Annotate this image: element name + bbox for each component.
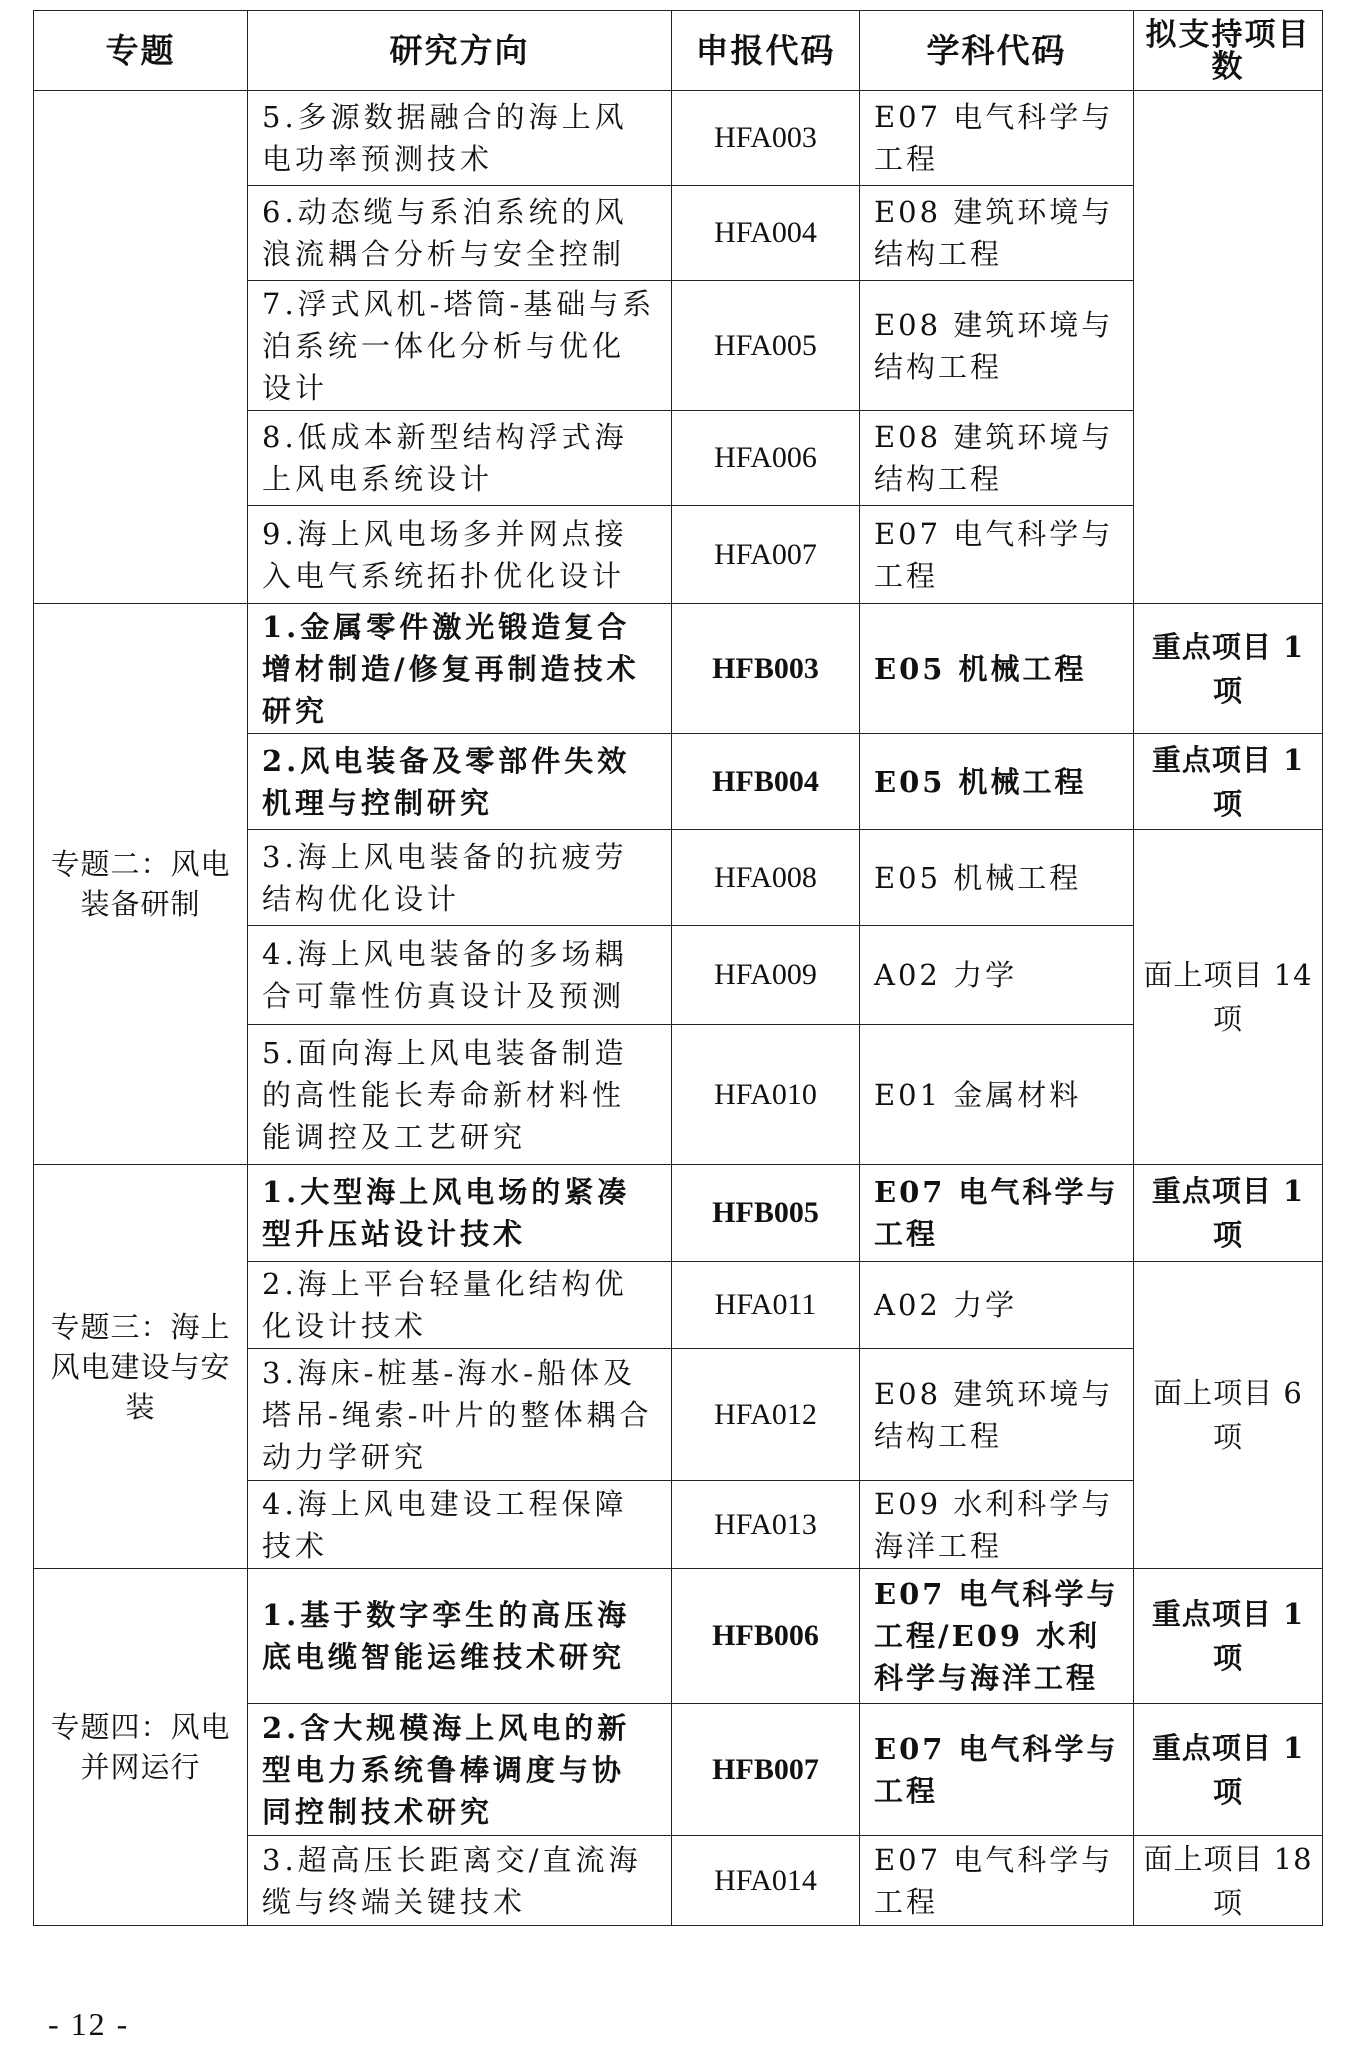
apply-code-cell: HFA005 (672, 281, 860, 411)
apply-code-cell: HFA014 (672, 1836, 860, 1926)
direction-cell: 1.大型海上风电场的紧凑型升压站设计技术 (248, 1165, 672, 1262)
direction-cell: 2.风电装备及零部件失效机理与控制研究 (248, 734, 672, 830)
direction-cell: 2.含大规模海上风电的新型电力系统鲁棒调度与协同控制技术研究 (248, 1704, 672, 1836)
apply-code-cell: HFA004 (672, 186, 860, 281)
topic-cell: 专题四：风电并网运行 (34, 1569, 248, 1926)
header-discipline-code: 学科代码 (860, 11, 1134, 91)
direction-cell: 3.海床-桩基-海水-船体及塔吊-绳索-叶片的整体耦合动力学研究 (248, 1349, 672, 1481)
direction-cell: 5.面向海上风电装备制造的高性能长寿命新材料性能调控及工艺研究 (248, 1025, 672, 1165)
direction-cell: 5.多源数据融合的海上风电功率预测技术 (248, 91, 672, 186)
direction-cell: 9.海上风电场多并网点接入电气系统拓扑优化设计 (248, 506, 672, 604)
discipline-cell: E01 金属材料 (860, 1025, 1134, 1165)
apply-code-cell: HFA010 (672, 1025, 860, 1165)
discipline-cell: A02 力学 (860, 1262, 1134, 1349)
apply-code-cell: HFB006 (672, 1569, 860, 1704)
quota-cell: 重点项目 1 项 (1134, 1569, 1323, 1704)
apply-code-cell: HFA008 (672, 830, 860, 926)
table-row (34, 1165, 1323, 1262)
direction-cell: 4.海上风电装备的多场耦合可靠性仿真设计及预测 (248, 926, 672, 1025)
direction-cell: 6.动态缆与系泊系统的风浪流耦合分析与安全控制 (248, 186, 672, 281)
apply-code-cell: HFA011 (672, 1262, 860, 1349)
discipline-cell: E07 电气科学与工程 (860, 506, 1134, 604)
quota-cell: 面上项目 6 项 (1134, 1262, 1323, 1569)
discipline-cell: E07 电气科学与工程 (860, 1165, 1134, 1262)
discipline-cell: E05 机械工程 (860, 604, 1134, 734)
quota-cell-continued (1134, 91, 1323, 604)
direction-cell: 1.金属零件激光锻造复合增材制造/修复再制造技术研究 (248, 604, 672, 734)
discipline-cell: E08 建筑环境与结构工程 (860, 186, 1134, 281)
discipline-cell: E08 建筑环境与结构工程 (860, 411, 1134, 506)
table-row (34, 91, 1323, 186)
topic-cell-continued (34, 91, 248, 604)
discipline-cell: E05 机械工程 (860, 830, 1134, 926)
project-table (33, 10, 1323, 1926)
apply-code-cell: HFA013 (672, 1481, 860, 1569)
direction-cell: 7.浮式风机-塔筒-基础与系泊系统一体化分析与优化设计 (248, 281, 672, 411)
header-apply-code: 申报代码 (672, 11, 860, 91)
table-row (34, 1569, 1323, 1704)
discipline-cell: A02 力学 (860, 926, 1134, 1025)
apply-code-cell: HFB007 (672, 1704, 860, 1836)
discipline-cell: E09 水利科学与海洋工程 (860, 1481, 1134, 1569)
discipline-cell: E07 电气科学与工程 (860, 1704, 1134, 1836)
discipline-cell: E07 电气科学与工程 (860, 91, 1134, 186)
discipline-cell: E08 建筑环境与结构工程 (860, 1349, 1134, 1481)
apply-code-cell: HFB003 (672, 604, 860, 734)
quota-cell: 面上项目 14 项 (1134, 830, 1323, 1165)
quota-cell: 重点项目 1 项 (1134, 1704, 1323, 1836)
apply-code-cell: HFB004 (672, 734, 860, 830)
quota-cell: 面上项目 18 项 (1134, 1836, 1323, 1926)
direction-cell: 4.海上风电建设工程保障技术 (248, 1481, 672, 1569)
topic-cell: 专题二：风电装备研制 (34, 604, 248, 1165)
page-number: - 12 - (48, 2006, 130, 2042)
apply-code-cell: HFA006 (672, 411, 860, 506)
direction-cell: 3.海上风电装备的抗疲劳结构优化设计 (248, 830, 672, 926)
quota-cell: 重点项目 1 项 (1134, 1165, 1323, 1262)
header-direction: 研究方向 (248, 11, 672, 91)
discipline-cell: E08 建筑环境与结构工程 (860, 281, 1134, 411)
apply-code-cell: HFB005 (672, 1165, 860, 1262)
direction-cell: 2.海上平台轻量化结构优化设计技术 (248, 1262, 672, 1349)
quota-cell: 重点项目 1 项 (1134, 734, 1323, 830)
direction-cell: 1.基于数字孪生的高压海底电缆智能运维技术研究 (248, 1569, 672, 1704)
apply-code-cell: HFA012 (672, 1349, 860, 1481)
quota-cell: 重点项目 1 项 (1134, 604, 1323, 734)
table-header-row (34, 11, 1323, 91)
apply-code-cell: HFA003 (672, 91, 860, 186)
header-topic: 专题 (34, 11, 248, 91)
direction-cell: 3.超高压长距离交/直流海缆与终端关键技术 (248, 1836, 672, 1926)
discipline-cell: E05 机械工程 (860, 734, 1134, 830)
table-row (34, 604, 1323, 734)
discipline-cell: E07 电气科学与工程 (860, 1836, 1134, 1926)
apply-code-cell: HFA009 (672, 926, 860, 1025)
topic-cell: 专题三：海上风电建设与安装 (34, 1165, 248, 1569)
discipline-cell: E07 电气科学与工程/E09 水利科学与海洋工程 (860, 1569, 1134, 1704)
apply-code-cell: HFA007 (672, 506, 860, 604)
direction-cell: 8.低成本新型结构浮式海上风电系统设计 (248, 411, 672, 506)
header-quota: 拟支持项目数 (1134, 11, 1323, 91)
